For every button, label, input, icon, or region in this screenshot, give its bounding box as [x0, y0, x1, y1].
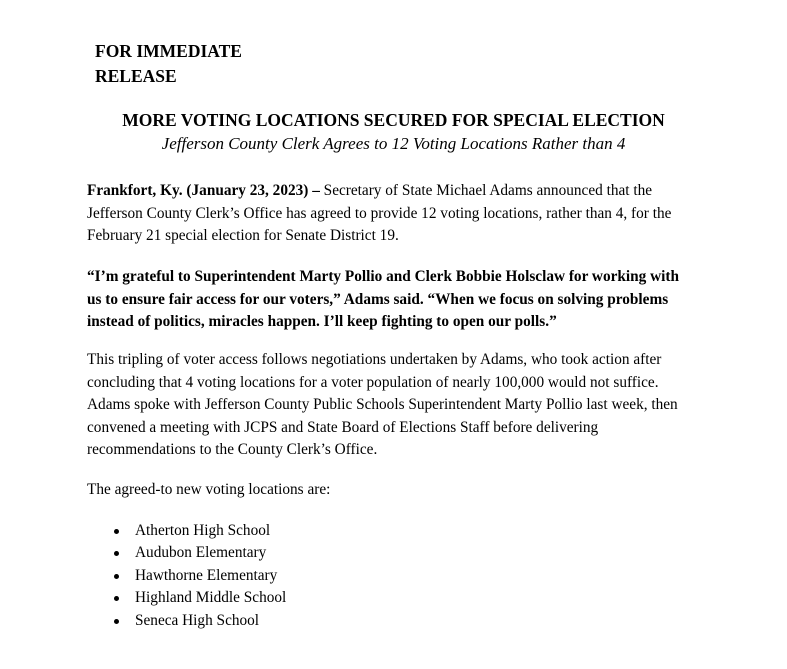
quote-line-3: instead of politics, miracles happen. I’ll keep fighting to open our polls.” — [87, 313, 557, 330]
release-label-line1: FOR IMMEDIATE — [95, 41, 242, 61]
intro-line-1-text: Secretary of State Michael Adams announced that the — [319, 182, 653, 199]
location-name: Highland Middle School — [135, 589, 287, 607]
background-line-1: This tripling of voter access follows negotiations undertaken by Adams, who took action after — [87, 351, 662, 368]
background-line-5: recommendations to the County Clerk’s Office. — [87, 441, 378, 458]
list-intro: The agreed-to new voting locations are: — [87, 481, 331, 498]
bullet-icon — [114, 574, 119, 579]
bullet-icon — [114, 596, 119, 601]
quote-line-2: us to ensure fair access for our voters,” Adams said. “When we focus on solving problems — [87, 290, 669, 308]
bullet-icon — [114, 551, 119, 556]
locations-list — [87, 520, 286, 632]
quote-line-1: “I’m grateful to Superintendent Marty Pollio and Clerk Bobbie Holsclaw for working with — [87, 268, 680, 285]
background-line-4: convened a meeting with JCPS and State Board of Elections Staff before delivering — [87, 418, 599, 436]
bullet-icon — [114, 529, 119, 534]
background-paragraph — [87, 349, 727, 462]
location-name: Atherton High School — [135, 522, 271, 539]
list-item — [87, 587, 286, 609]
release-label-line2: RELEASE — [95, 66, 177, 86]
list-item — [87, 542, 286, 564]
list-item — [87, 610, 286, 632]
list-item — [87, 565, 286, 587]
location-name: Seneca High School — [135, 611, 260, 629]
intro-paragraph — [87, 180, 727, 248]
headline: MORE VOTING LOCATIONS SECURED FOR SPECIAL ELECTION — [122, 110, 665, 130]
intro-line-3: February 21 special election for Senate District 19. — [87, 227, 399, 244]
location-name: Hawthorne Elementary — [135, 566, 278, 584]
bullet-icon — [114, 619, 119, 624]
quote-paragraph — [87, 266, 727, 334]
list-item — [87, 520, 286, 542]
release-label — [95, 39, 295, 89]
dateline: Frankfort, Ky. (January 23, 2023) – — [87, 182, 320, 199]
subheadline: Jefferson County Clerk Agrees to 12 Voting Locations Rather than 4 — [161, 134, 626, 153]
background-line-2: concluding that 4 voting locations for a voter population of nearly 100,000 would not suffice. — [87, 373, 659, 391]
intro-line-2: Jefferson County Clerk’s Office has agreed to provide 12 voting locations, rather than 4, for the — [87, 204, 672, 222]
intro-line-1 — [87, 180, 727, 203]
location-name: Audubon Elementary — [135, 544, 267, 562]
background-line-3: Adams spoke with Jefferson County Public Schools Superintendent Marty Pollio last week, then — [87, 396, 678, 413]
